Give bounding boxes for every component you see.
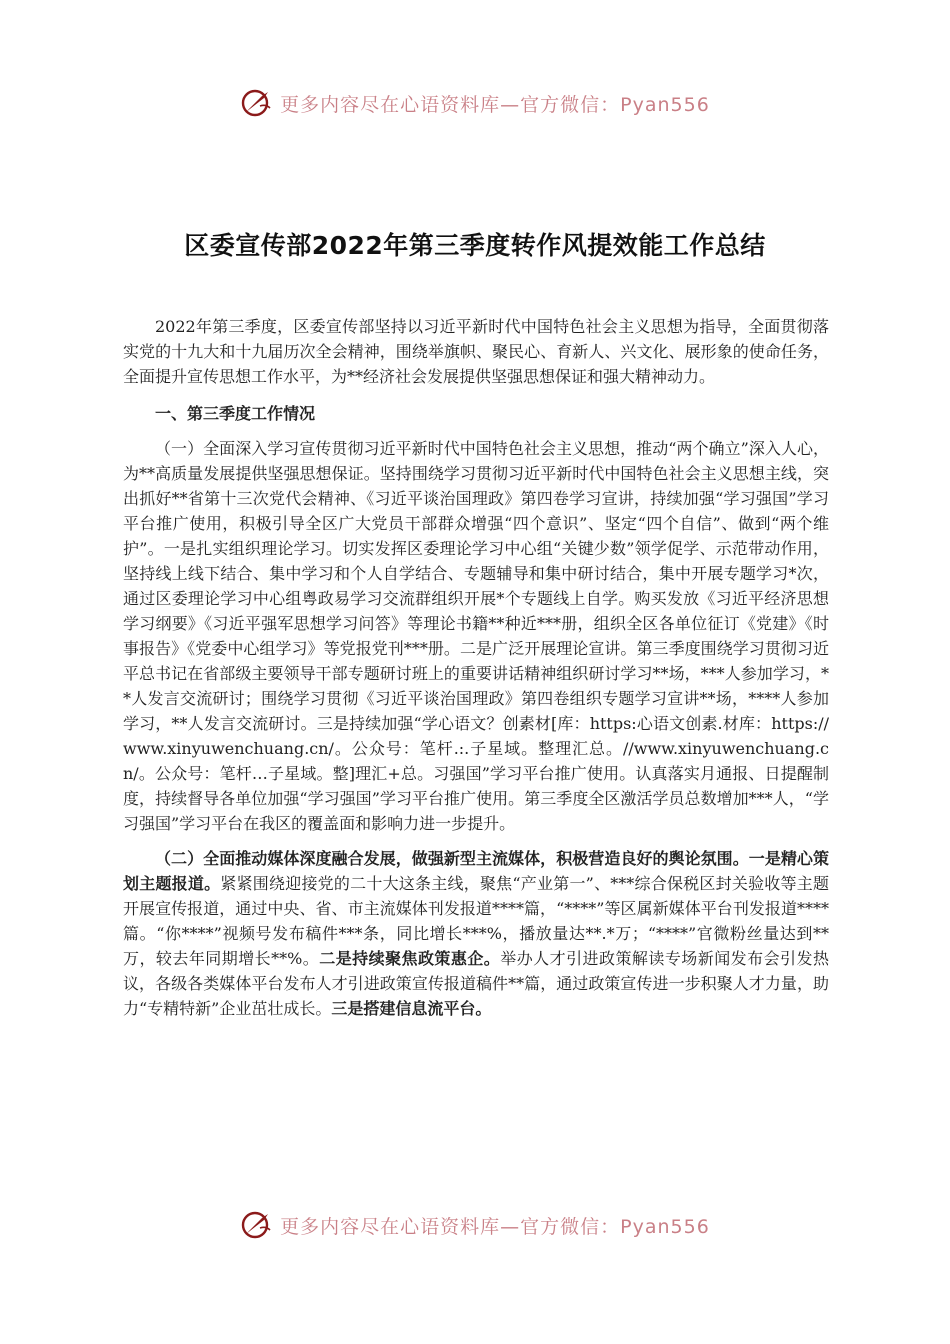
quill-logo-icon (240, 88, 274, 118)
section2-text1: 紧紧围绕迎接党的二十大这条主线，聚焦“产业第一”、***综合保税区封关验收等主题开展宣传报道，通过中央、省、市主流媒体刊发报道****篇，“****”等区属新媒体平台刊发报道****篇。“你****”视频号发布稿件***条，同比增长***%，播放量达**.*万；“****”官微粉丝量达到**万，较去年同期增长**%。 (123, 874, 829, 968)
banner-text: 更多内容尽在心语资料库—官方微信：Pyan556 (280, 93, 710, 116)
quill-logo-icon (240, 1210, 274, 1240)
section2-point1: 一是精心策划主题报道。 (123, 849, 829, 893)
section2-point2: 二是持续聚焦政策惠企。 (319, 949, 501, 968)
section1-heading: 一、第三季度工作情况 (155, 404, 316, 423)
document-body (123, 314, 829, 1021)
header-watermark-banner (0, 88, 950, 118)
section1-paragraph: （一）全面深入学习宣传贯彻习近平新时代中国特色社会主义思想，推动“两个确立”深入人心，为**高质量发展提供坚强思想保证。坚持围绕学习贯彻习近平新时代中国特色社会主义思想主线，突出抓好**省第十三次党代会精神、《习近平谈治国理政》第四卷学习宣讲，持续加强“学习强国”学习平台推广使用，积极引导全区广大党员干部群众增强“四个意识”、坚定“四个自信”、做到“两个维护”。一是扎实组织理论学习。切实发挥区委理论学习中心组“关键少数”领学促学、示范带动作用，坚持线上线下结合、集中学习和个人自学结合、专题辅导和集中研讨结合，集中开展专题学习*次，通过区委理论学习中心组粤政易学习交流群组织开展*个专题线上自学。购买发放《习近平经济思想学习纲要》《习近平强军思想学习问答》等理论书籍**种近***册，组织全区各单位征订《党建》《时事报告》《党委中心组学习》等党报党刊***册。二是广泛开展理论宣讲。第三季度围绕学习贯彻习近平总书记在省部级主要领导干部专题研讨班上的重要讲话精神组织研讨学习**场，***人参加学习，**人发言交流研讨；围绕学习贯彻《习近平谈治国理政》第四卷组织专题学习宣讲**场，****人参加学习，**人发言交流研讨。三是持续加强“学心语文？创素材[库：https:心语文创素.材库：https://www.xinyuwenchuang.cn/。公众号：笔杆.:.子星域。整理汇总。//www.xinyuwenchuang.cn/。公众号：笔杆…子星域。整]理汇+总。习强国”学习平台推广使用。认真落实月通报、日提醒制度，持续督导各单位加强“学习强国”学习平台推广使用。第三季度全区激活学员总数增加***人，“学习强国”学习平台在我区的覆盖面和影响力进一步提升。 (123, 439, 829, 833)
intro-paragraph: 2022年第三季度，区委宣传部坚持以习近平新时代中国特色社会主义思想为指导，全面贯彻落实党的十九大和十九届历次全会精神，围绕举旗帜、聚民心、育新人、兴文化、展形象的使命任务，全面提升宣传思想工作水平，为**经济社会发展提供坚强思想保证和强大精神动力。 (123, 317, 829, 386)
section2-paragraph (123, 846, 829, 1021)
banner-text: 更多内容尽在心语资料库—官方微信：Pyan556 (280, 1215, 710, 1238)
section2-heading: （二）全面推动媒体深度融合发展，做强新型主流媒体，积极营造良好的舆论氛围。 (155, 849, 749, 868)
footer-watermark-banner (0, 1210, 950, 1240)
section2-point3: 三是搭建信息流平台。 (331, 999, 492, 1018)
document-title: 区委宣传部2022年第三季度转作风提效能工作总结 (184, 231, 766, 260)
section2-text2: 举办人才引进政策解读专场新闻发布会引发热议，各级各类媒体平台发布人才引进政策宣传报道稿件**篇，通过政策宣传进一步积聚人才力量，助力“专精特新”企业茁壮成长。 (123, 949, 829, 1018)
